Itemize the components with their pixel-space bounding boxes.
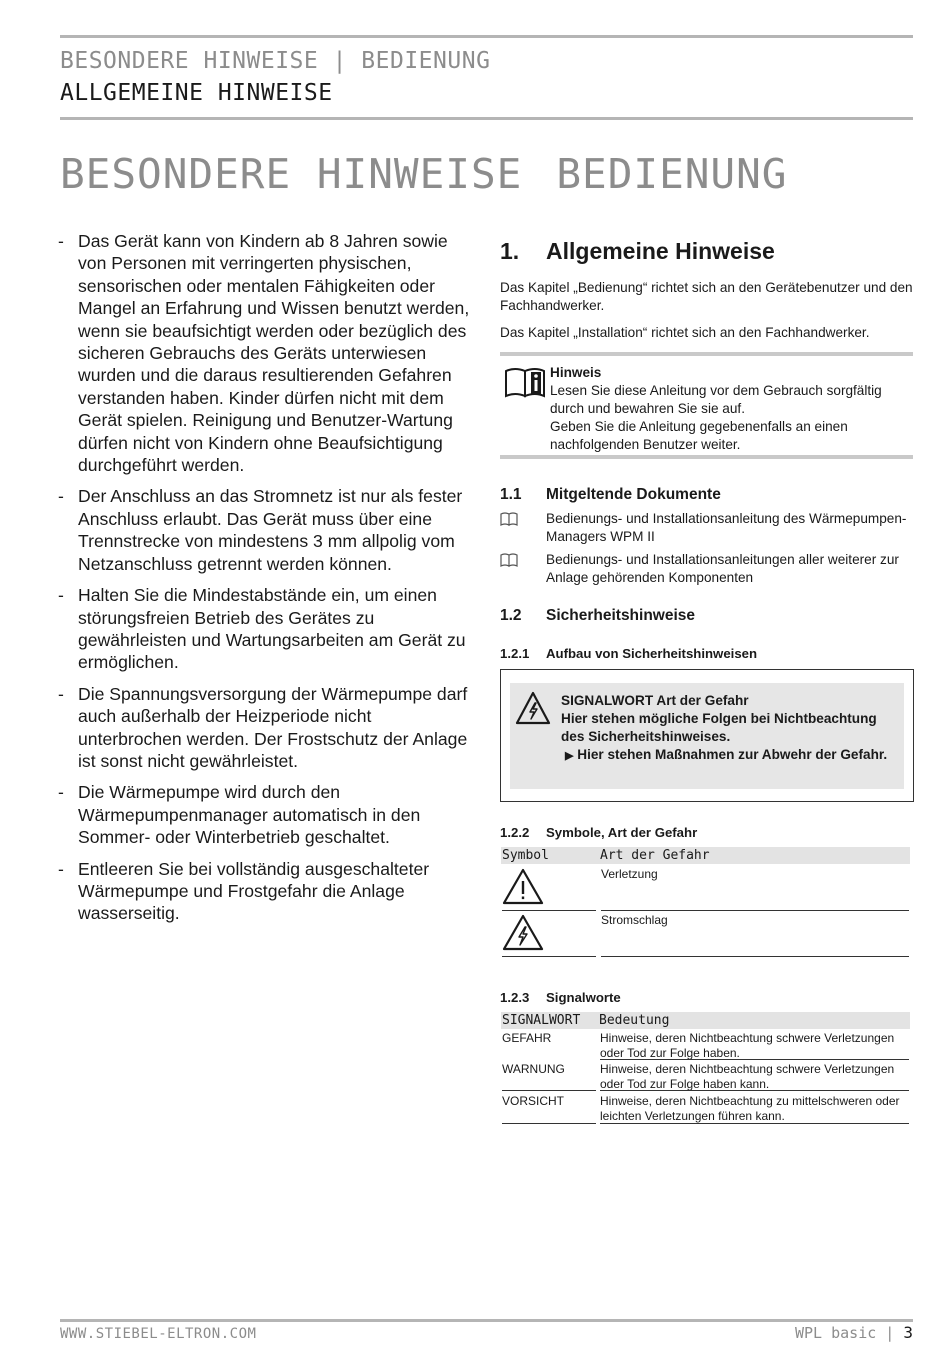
page-title-part2: BEDIENUNG xyxy=(556,150,788,198)
section-1-heading: 1. Allgemeine Hinweise xyxy=(500,238,775,264)
table-cell: WARNUNG xyxy=(502,1062,565,1076)
warn-signal-line: SIGNALWORT Art der Gefahr xyxy=(561,693,749,708)
footer-url: WWW.STIEBEL-ELTRON.COM xyxy=(60,1326,257,1342)
note-box xyxy=(500,352,913,459)
book-info-icon xyxy=(504,366,546,398)
section-1 xyxy=(500,238,914,342)
footer-model: WPL basic xyxy=(794,1324,877,1342)
table-cell: Stromschlag xyxy=(601,913,668,927)
electric-shock-icon xyxy=(515,691,551,725)
note-line2: Geben Sie die Anleitung gegebenenfalls an einen nachfolgenden Benutzer weiter. xyxy=(550,419,848,452)
book-icon xyxy=(500,553,518,567)
section-1-2-1-heading: 1.2.1 Aufbau von Sicherheitshinweisen xyxy=(500,646,758,661)
list-item: - Der Anschluss an das Stromnetz ist nur als fester Anschluss erlaubt. Das Gerät muss über eine Trennstrecke von mindestens 3 mm allpolig vom Netzanschluss getrennt werden können. xyxy=(58,486,463,574)
electric-shock-icon xyxy=(502,914,544,952)
safety-notice-example xyxy=(500,669,914,802)
footer-model-page: WPL basic | 3 xyxy=(794,1323,913,1342)
table-cell: VORSICHT xyxy=(502,1094,565,1108)
warn-action: ▶ Hier stehen Maßnahmen zur Abwehr der Gefahr. xyxy=(565,747,888,762)
header-subsection: ALLGEMEINE HINWEISE xyxy=(60,80,333,106)
table-cell: Hinweise, deren Nichtbeachtung zu mittelschweren oder leichten Verletzungen führen kann. xyxy=(600,1094,900,1123)
page-title-part1: BESONDERE HINWEISE xyxy=(60,150,523,198)
note-text xyxy=(550,364,910,454)
page-title xyxy=(60,150,788,198)
symbol-table-header xyxy=(501,847,910,864)
list-item: - Entleeren Sie bei vollständig ausgeschalteter Wärmepumpe und Frostgefahr die Anlage wasserseitig. xyxy=(58,858,430,924)
section-1-2-2-heading: 1.2.2 Symbole, Art der Gefahr xyxy=(500,825,698,840)
col-header-signalword: SIGNALWORT xyxy=(502,1013,581,1028)
header-section-path: BESONDERE HINWEISE | BEDIENUNG xyxy=(60,48,491,74)
section-1-para1: Das Kapitel „Bedienung“ richtet sich an den Gerätebenutzer und den Fachhandwerker. xyxy=(500,280,913,313)
table-cell: GEFAHR xyxy=(502,1031,552,1045)
footer-rule xyxy=(60,1319,913,1322)
list-item: - Halten Sie die Mindestabstände ein, um einen störungsfreien Betrieb des Gerätes zu gewährleisten und Wartungsarbeiten am Gerät zu ermöglichen. xyxy=(58,585,466,673)
safety-bullet-list xyxy=(58,230,470,934)
col-header-symbol: Symbol xyxy=(502,848,549,863)
warn-consequence: Hier stehen mögliche Folgen bei Nichtbeachtung des Sicherheitshinweises. xyxy=(561,711,877,744)
table-cell: Hinweise, deren Nichtbeachtung schwere Verletzungen oder Tod zur Folge haben kann. xyxy=(600,1062,895,1091)
page-number: 3 xyxy=(903,1323,913,1342)
book-icon xyxy=(500,512,518,526)
list-item: - Die Wärmepumpe wird durch den Wärmepumpenmanager automatisch in den Sommer- oder Winterbetrieb geschaltet. xyxy=(58,782,421,848)
table-cell: Verletzung xyxy=(601,867,658,881)
col-header-danger: Art der Gefahr xyxy=(600,848,710,863)
section-1-2-3-heading: 1.2.3 Signalworte xyxy=(500,990,621,1005)
warning-exclamation-icon xyxy=(502,868,544,906)
section-1-para2: Das Kapitel „Installation“ richtet sich an den Fachhandwerker. xyxy=(500,325,870,340)
signalword-table-header xyxy=(501,1012,910,1029)
note-title: Hinweis xyxy=(550,365,602,380)
list-item: - Die Spannungsversorgung der Wärmepumpe darf auch außerhalb der Heizperiode nicht unterbrochen werden. Der Frostschutz der Anlage ist sonst nicht gewährleistet. xyxy=(58,683,468,771)
col-header-meaning: Bedeutung xyxy=(599,1013,670,1028)
section-1-2-heading: 1.2 Sicherheitshinweise xyxy=(500,607,696,624)
header-top-rule xyxy=(60,35,913,38)
list-item: - Das Gerät kann von Kindern ab 8 Jahren sowie von Personen mit verringerten physischen, sensorischen oder mentalen Fähigkeiten oder Mangel an Erfahrung und Wissen benutzt werden, wenn sie beaufsichtigt werden oder bezüglich des sicheren Gebrauchs des Geräts unterwiesen wurden und die daraus resultierenden Gefahren verstanden haben. Kinder dürfen nicht mit dem Gerät spielen. Reinigung und Benutzer-Wartung dürfen nicht von Kindern ohne Beaufsichtigung durchgeführt werden. xyxy=(58,231,470,476)
note-line1: Lesen Sie diese Anleitung vor dem Gebrauch sorgfältig durch und bewahren Sie sie auf. xyxy=(550,383,882,416)
section-1-1-heading: 1.1 Mitgeltende Dokumente xyxy=(500,486,721,503)
arrow-icon: ▶ xyxy=(565,750,574,762)
header-bottom-rule xyxy=(60,117,913,120)
table-cell: Hinweise, deren Nichtbeachtung schwere Verletzungen oder Tod zur Folge haben. xyxy=(600,1031,895,1060)
